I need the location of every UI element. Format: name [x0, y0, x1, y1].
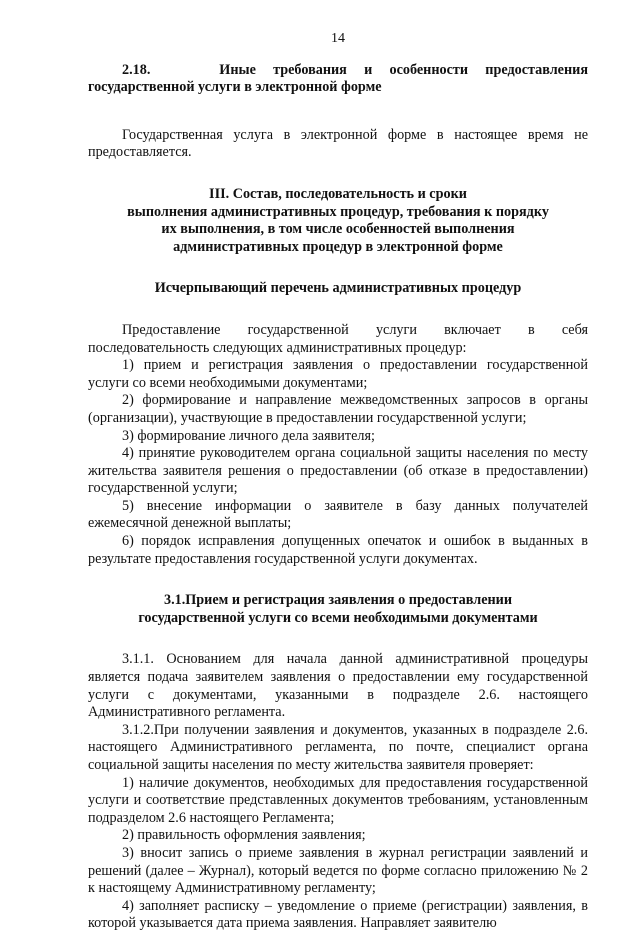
check-item: 3) вносит запись о приеме заявления в журнал регистрации заявлений и решений (далее – Журнал), который ведется по форме согласно приложению № 2 к настоящему Административному регламенту;: [88, 844, 588, 897]
section-2-18-number: 2.18.: [122, 61, 151, 78]
procedure-item: 5) внесение информации о заявителе в базу данных получателей ежемесячной денежной выплаты;: [88, 497, 588, 532]
section-3-title-line-2: выполнения административных процедур, требования к порядку: [127, 203, 549, 220]
document-page: [88, 30, 588, 933]
section-2-18-body: Государственная услуга в электронной форме в настоящее время не предоставляется.: [88, 126, 588, 161]
section-3-title-line-4: административных процедур в электронной форме: [173, 238, 503, 255]
section-3-1-title-line-2: государственной услуги со всеми необходимыми документами: [138, 609, 538, 626]
paragraph-3-1-1: 3.1.1. Основанием для начала данной административной процедуры является подача заявителем заявления о предоставлении ему государственной услуги с документами, указанными в подразделе 2.6. настоящего Административного регламента.: [88, 651, 588, 721]
procedure-item: 3) формирование личного дела заявителя;: [122, 427, 375, 444]
procedure-item: 2) формирование и направление межведомственных запросов в органы (организации), участвующие в предоставлении государственной услуги;: [88, 392, 588, 426]
check-item: 1) наличие документов, необходимых для предоставления государственной услуги и соответствие представленных документов требованиям, установленным подразделом 2.6 настоящего Регламента;: [88, 774, 588, 826]
check-item: 2) правильность оформления заявления;: [122, 827, 366, 844]
paragraph-3-1-2: 3.1.2.При получении заявления и документов, указанных в подразделе 2.6. настоящего Административного регламента, по почте, специалист органа социальной защиты населения по месту жительства заявителя проверяет:: [88, 721, 588, 773]
section-3-1-title-line-1: 3.1.Прием и регистрация заявления о предоставлении: [163, 592, 513, 609]
section-3-title-line-3: их выполнения, в том числе особенностей выполнения: [161, 221, 515, 238]
procedure-item: 1) прием и регистрация заявления о предоставлении государственной услуги со всеми необходимыми документами;: [88, 357, 588, 391]
section-2-18-title: Иные требования и особенности предоставления государственной услуги в электронной форме: [88, 61, 589, 96]
page-number: 14: [331, 31, 345, 46]
procedure-item: 4) принятие руководителем органа социальной защиты населения по месту жительства заявителя решения о предоставлении (об отказе в предоставлении) государственной услуги;: [88, 445, 588, 497]
check-item: 4) заполняет расписку – уведомление о приеме (регистрации) заявления, в которой указывается дата приема заявления. Направляет заявителю: [88, 897, 588, 932]
procedures-list-heading: Исчерпывающий перечень административных процедур: [154, 280, 522, 297]
section-2-18-heading: [88, 62, 588, 97]
procedures-intro: Предоставление государственной услуги включает в себя последовательность следующих административных процедур:: [88, 321, 588, 356]
procedure-item: 6) порядок исправления допущенных опечаток и ошибок в выданных в результате предоставления государственной услуги документах.: [88, 533, 588, 567]
section-3-title-line-1: III. Состав, последовательность и сроки: [209, 185, 467, 202]
